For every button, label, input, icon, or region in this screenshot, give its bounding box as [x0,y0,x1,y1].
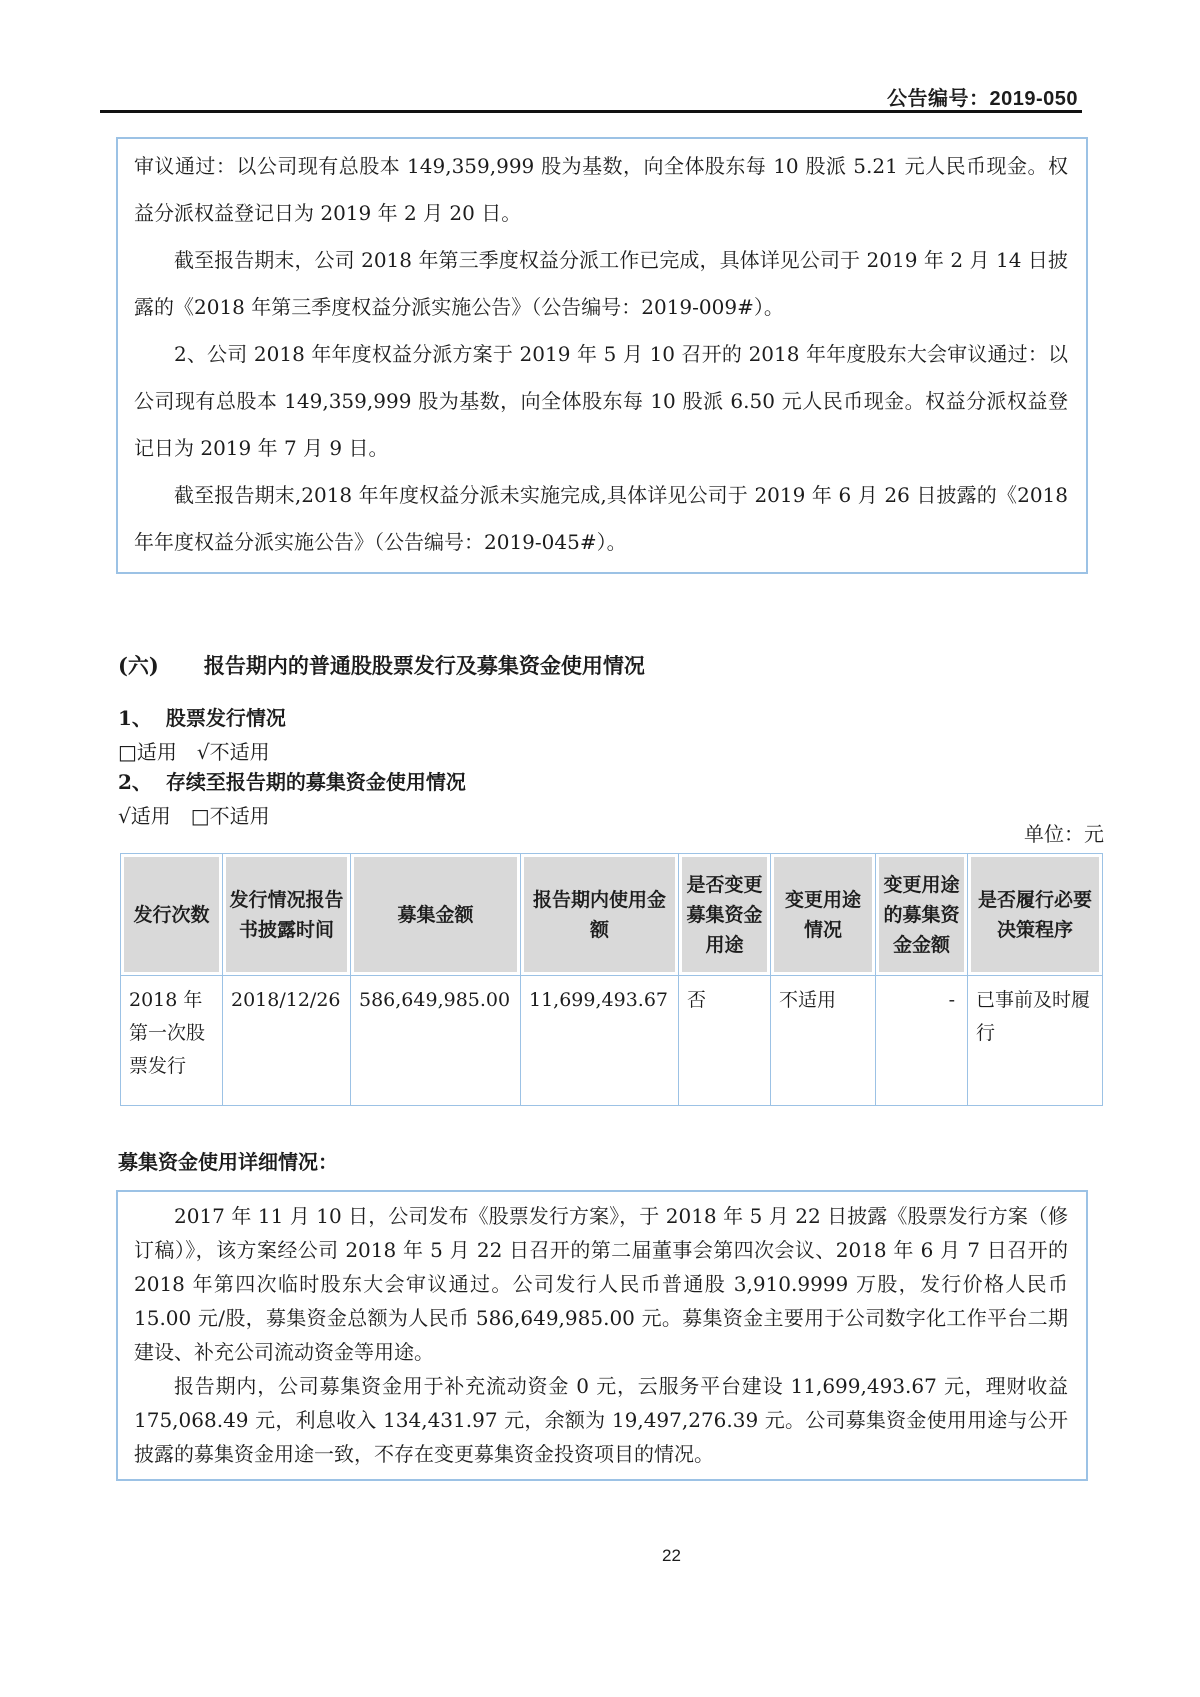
item-1-title: 股票发行情况 [165,706,286,730]
unit-label: 单位：元 [1024,822,1104,846]
header-rule [100,110,1082,113]
dividend-distribution-box [116,137,1088,574]
section-heading [118,650,645,680]
fundraising-table [120,853,1103,1106]
item-2-applicability: √适用 □不适用 [118,804,270,828]
page-number: 22 [662,1546,681,1565]
paragraph: 截至报告期末，公司 2018 年第三季度权益分派工作已完成，具体详见公司于 2019 年 2 月 14 日披露的《2018 年第三季度权益分派实施公告》（公告编号：2019-009#）。 [134,248,1068,319]
fund-usage-detail-box [116,1190,1088,1481]
item-1-heading [118,702,286,731]
item-2-heading [118,766,466,795]
table-header-cell: 报告期内使用金额 [521,854,679,976]
section-number: (六) [118,653,159,678]
item-1-applicability: □适用 √不适用 [118,740,270,764]
table-header-cell: 发行次数 [121,854,223,976]
paragraph: 报告期内，公司募集资金用于补充流动资金 0 元，云服务平台建设 11,699,493.67 元，理财收益 175,068.49 元，利息收入 134,431.97 元，余额为 19,497,276.39 元。公司募集资金使用用途与公开披露的募集资金用途一致，不存在变更募集资金投资项目的情况。 [134,1374,1068,1466]
paragraph: 2、公司 2018 年年度权益分派方案于 2019 年 5 月 10 召开的 2018 年年度股东大会审议通过：以公司现有总股本 149,359,999 股为基数，向全体股东每 10 股派 6.50 元人民币现金。权益分派权益登记日为 2019 年 7 月 9 日。 [134,342,1068,460]
table-header-cell: 发行情况报告书披露时间 [223,854,351,976]
table-cell-changed-amount: - [876,976,968,1106]
table-cell-disclosure-date: 2018/12/26 [223,976,351,1106]
item-2-title: 存续至报告期的募集资金使用情况 [165,770,466,794]
paragraph: 截至报告期末,2018 年年度权益分派未实施完成,具体详见公司于 2019 年 6 月 26 日披露的《2018 年年度权益分派实施公告》（公告编号：2019-045#）。 [134,483,1068,554]
table-header-cell: 是否履行必要决策程序 [968,854,1103,976]
table-header-cell: 是否变更募集资金用途 [679,854,771,976]
table-cell-purpose-changed: 否 [679,976,771,1106]
table-header-cell: 募集金额 [351,854,521,976]
table-cell-procedure: 已事前及时履行 [968,976,1103,1106]
section-title: 报告期内的普通股股票发行及募集资金使用情况 [203,653,645,678]
paragraph: 2017 年 11 月 10 日，公司发布《股票发行方案》，于 2018 年 5 月 22 日披露《股票发行方案（修订稿）》，该方案经公司 2018 年 5 月 22 日召开的第二届董事会第四次会议、2018 年 6 月 7 日召开的 2018 年第四次临时股东大会审议通过。公司发行人民币普通股 3,910.9999 万股，发行价格人民币 15.00 元/股，募集资金总额为人民币 586,649,985.00 元。募集资金主要用于公司数字化工作平台二期建设、补充公司流动资金等用途。 [134,1204,1068,1364]
paragraph: 审议通过：以公司现有总股本 149,359,999 股为基数，向全体股东每 10 股派 5.21 元人民币现金。权益分派权益登记日为 2019 年 2 月 20 日。 [134,154,1068,225]
table-cell-used-amount: 11,699,493.67 [521,976,679,1106]
table-cell-raised-amount: 586,649,985.00 [351,976,521,1106]
table-header-row [121,854,1103,976]
detail-heading: 募集资金使用详细情况： [118,1150,338,1174]
doc-number: 公告编号：2019-050 [886,88,1078,110]
table-cell-issue-number: 2018 年第一次股票发行 [121,976,223,1106]
item-2-label: 2、 [118,770,152,794]
table-row [121,976,1103,1106]
table-cell-change-situation: 不适用 [771,976,876,1106]
item-1-label: 1、 [118,706,152,730]
table-header-cell: 变更用途的募集资金金额 [876,854,968,976]
table-header-cell: 变更用途情况 [771,854,876,976]
